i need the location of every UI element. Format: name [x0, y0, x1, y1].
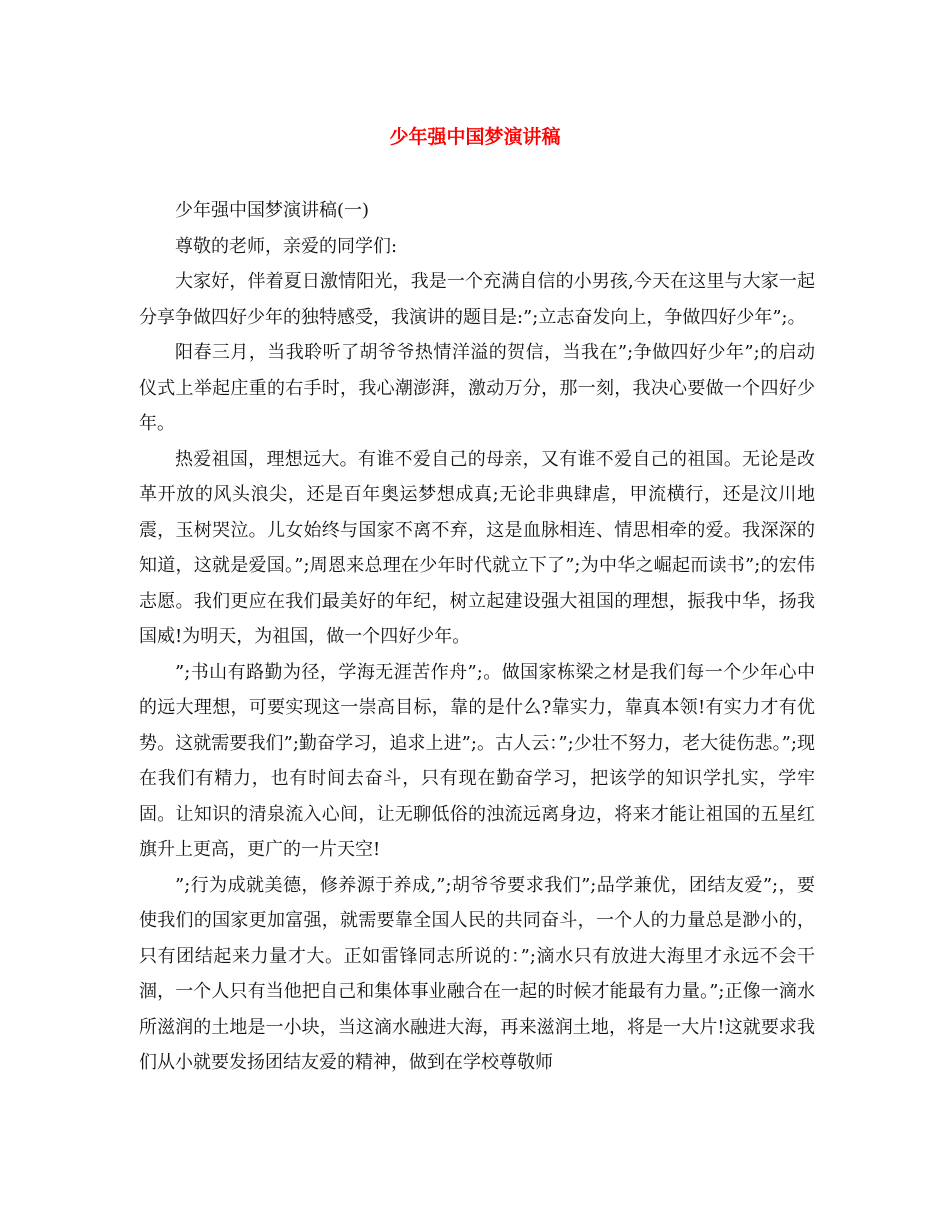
body-paragraph: 阳春三月，当我聆听了胡爷爷热情洋溢的贺信，当我在”;争做四好少年”;的启动仪式上举起庄重的右手时，我心潮澎湃，激动万分，那一刻，我决心要做一个四好少年。: [139, 342, 815, 434]
greeting-paragraph: 尊敬的老师，亲爱的同学们:: [175, 235, 398, 257]
body-paragraph: 热爱祖国，理想远大。有谁不爱自己的母亲，又有谁不爱自己的祖国。无论是改革开放的风头浪尖，还是百年奥运梦想成真;无论非典肆虐，甲流横行，还是汶川地震，玉树哭泣。儿女始终与国家不离不弃，这是血脉相连、情思相牵的爱。我深深的知道，这就是爱国。”;周恩来总理在少年时代就立下了”;为中华之崛起而读书”;的宏伟志愿。我们更应在我们最美好的年纪，树立起建设强大祖国的理想，振我中华，扬我国威!为明天，为祖国，做一个四好少年。: [139, 448, 815, 647]
body-paragraph: ”;行为成就美德，修养源于养成,”;胡爷爷要求我们”;品学兼优，团结友爱”;，要使我们的国家更加富强，就需要靠全国人民的共同奋斗，一个人的力量总是渺小的，只有团结起来力量才大。正如雷锋同志所说的：”;滴水只有放进大海里才永远不会干涸，一个人只有当他把自己和集体事业融合在一起的时候才能最有力量。”;正像一滴水所滋润的土地是一小块，当这滴水融进大海，再来滋润土地，将是一大片!这就要求我们从小就要发扬团结友爱的精神，做到在学校尊敬师: [139, 874, 815, 1073]
document-body: [139, 193, 815, 1081]
subtitle-paragraph: 少年强中国梦演讲稿(一): [175, 200, 370, 221]
body-paragraph: ”;书山有路勤为径，学海无涯苦作舟”;。做国家栋梁之材是我们每一个少年心中的远大理想，可要实现这一崇高目标，靠的是什么?靠实力，靠真本领!有实力才有优势。这就需要我们”;勤奋学习，追求上进”;。古人云：”;少壮不努力，老大徒伤悲。”;现在我们有精力，也有时间去奋斗，只有现在勤奋学习，把该学的知识学扎实，学牢固。让知识的清泉流入心间，让无聊低俗的浊流远离身边，将来才能让祖国的五星红旗升上更高，更广的一片天空!: [139, 661, 815, 860]
document-title: 少年强中国梦演讲稿: [389, 126, 561, 148]
body-paragraph: 大家好，伴着夏日激情阳光，我是一个充满自信的小男孩,今天在这里与大家一起分享争做四好少年的独特感受，我演讲的题目是:”;立志奋发向上，争做四好少年”;。: [139, 271, 815, 328]
